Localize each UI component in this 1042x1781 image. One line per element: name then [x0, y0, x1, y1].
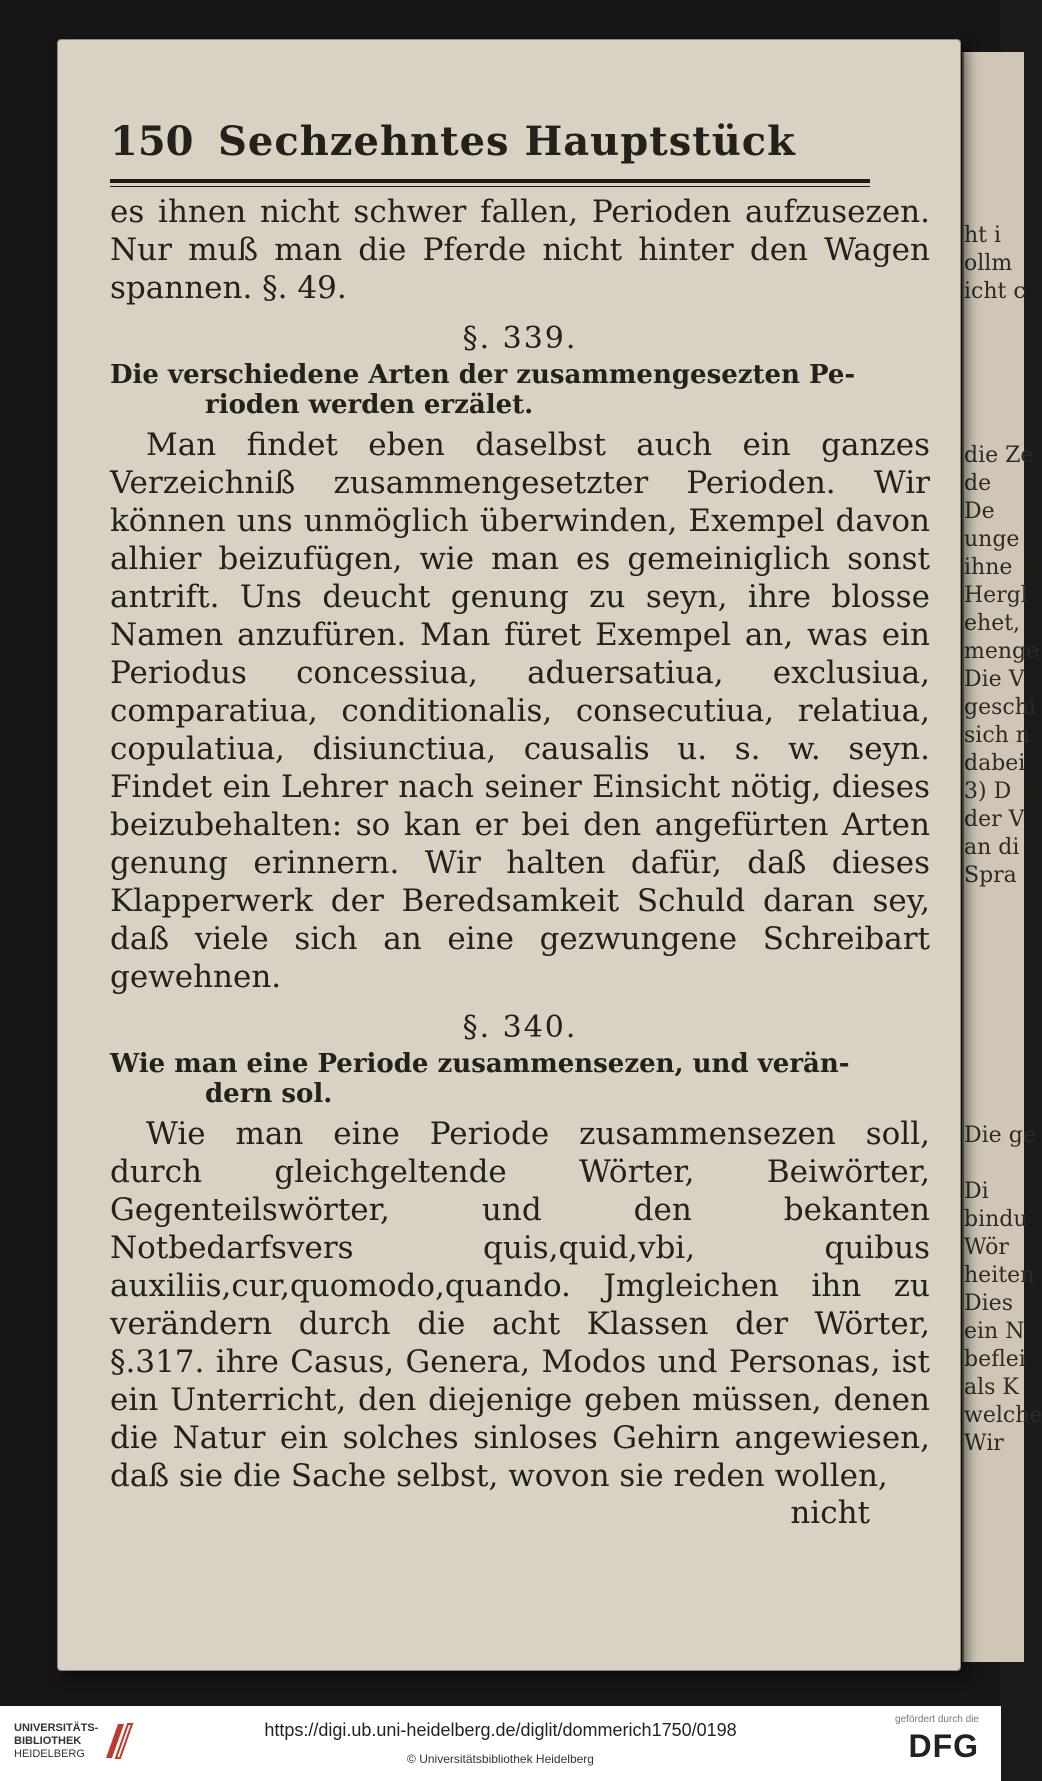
- section-heading-line: dern sol.: [205, 1079, 333, 1109]
- section-heading-line: Wie man eine Periode zusammensezen, und verän-: [110, 1049, 850, 1079]
- catchword: nicht: [790, 1495, 870, 1531]
- library-name-line: BIBLIOTHEK: [14, 1735, 82, 1747]
- facing-page-edge: [962, 52, 1042, 1662]
- funder-caption: gefördert durch die: [895, 1714, 979, 1725]
- section-heading-line: Die verschiedene Arten der zusammengesezten Pe-: [110, 360, 856, 390]
- page-content: [110, 118, 930, 1531]
- facing-text-fragment: Die ge Di bindu Wör heiten Dies ein N beflei als K welche Wir: [964, 1123, 1042, 1456]
- section-heading-line: rioden werden erzälet.: [205, 390, 534, 420]
- viewer-footer: [0, 1706, 1001, 1781]
- header-rule: [110, 179, 870, 183]
- facing-text-fragment: ht i ollm icht c: [964, 223, 1026, 304]
- facing-text-fragment: die Ze de De unge ihne Hergl ehet, menge Die V geschi sich n dabei 3) D der V an di Spra: [964, 443, 1040, 888]
- section-number: §. 340.: [462, 1010, 578, 1045]
- section-body: Man findet eben daselbst auch ein ganzes Verzeichniß zusammengesetzter Perioden. Wir können uns unmöglich überwinden, Exempel davon alhier beizufügen, wie man es gemeiniglich sonst antrift. Uns deucht genung zu seyn, ihre blosse Namen anzufüren. Man füret Exempel an, was ein Periodus concessiua, aduersatiua, exclusiua, comparatiua, conditionalis, consecutiua, relatiua, copulatiua, disiunctiua, causalis u. s. w. seyn. Findet ein Lehrer nach seiner Einsicht nötig, dieses beizubehalten: so kan er bei den angefürten Arten genung erinnern. Wir halten dafür, daß dieses Klapperwerk der Beredsamkeit Schuld daran sey, daß viele sich an eine gezwungene Schreibart gewehnen.: [110, 427, 930, 995]
- intro-paragraph: es ihnen nicht schwer fallen, Perioden aufzusezen. Nur muß man die Pferde nicht hinter den Wagen spannen. §. 49.: [110, 194, 930, 306]
- copyright-notice: © Universitätsbibliothek Heidelberg: [407, 1752, 594, 1766]
- section-number: §. 339.: [462, 321, 578, 356]
- page-header: [110, 118, 930, 165]
- library-name-line: UNIVERSITÄTS-: [14, 1722, 99, 1734]
- header-rule-thin: [110, 186, 870, 187]
- page-number: 150: [110, 118, 194, 165]
- dfg-logo[interactable]: DFG: [908, 1728, 979, 1764]
- section-heading: [110, 360, 930, 420]
- section-heading: [110, 1049, 930, 1109]
- library-name-line: HEIDELBERG: [14, 1748, 85, 1760]
- permalink[interactable]: https://digi.ub.uni-heidelberg.de/diglit/dommerich1750/0198: [264, 1720, 737, 1740]
- running-title: Sechzehntes Hauptstück: [218, 118, 796, 165]
- section-body: Wie man eine Periode zusammensezen soll, durch gleichgeltende Wörter, Beiwörter, Gegenteilswörter, und den bekanten Notbedarfsvers quis,quid,vbi, quibus auxiliis,cur,quomodo,quando. Jmgleichen ihn zu verändern durch die acht Klassen der Wörter, §.317. ihre Casus, Genera, Modos und Personas, ist ein Unterricht, den diejenige geben müssen, denen die Natur ein solches sinloses Gehirn angewiesen, daß sie die Sache selbst, wovon sie reden wollen,: [110, 1116, 930, 1494]
